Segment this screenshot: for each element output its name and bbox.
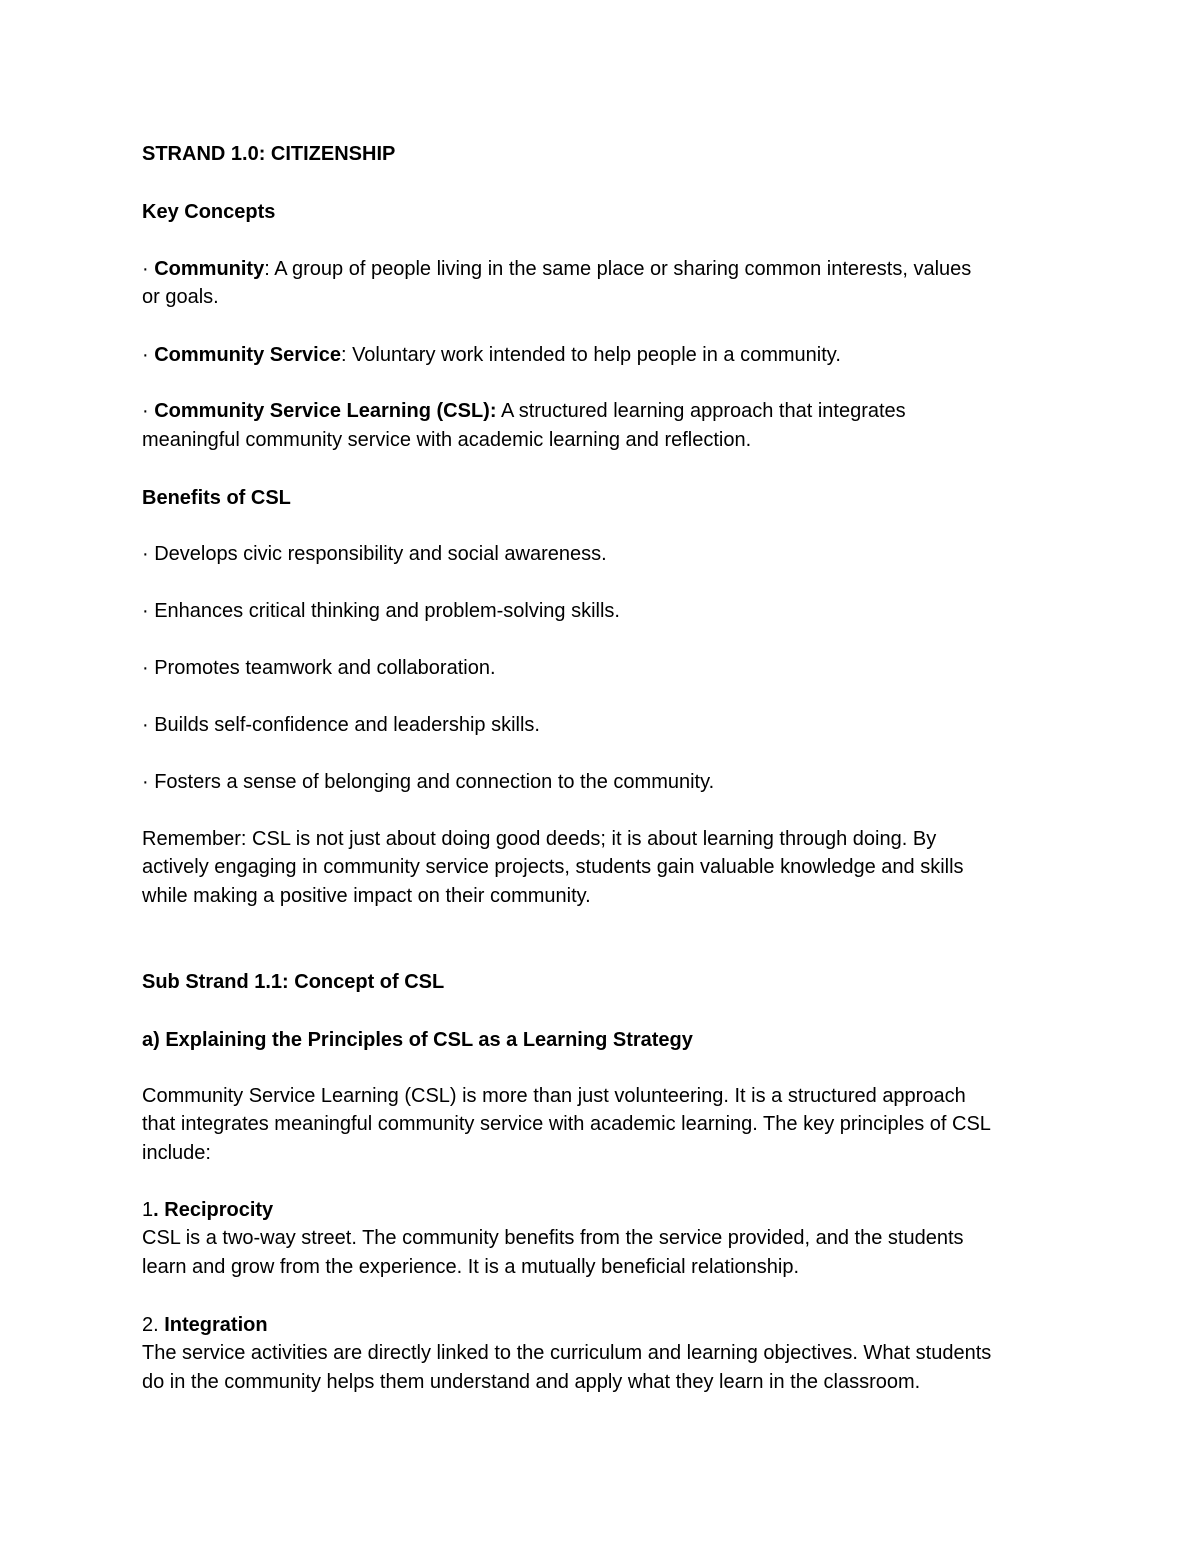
key-concepts-heading: Key Concepts bbox=[142, 201, 276, 223]
intro-line: Community Service Learning (CSL) is more than just volunteering. It is a structured approach bbox=[142, 1085, 966, 1107]
concept-term: Community Service Learning (CSL): bbox=[154, 400, 497, 422]
benefit-item: · Fosters a sense of belonging and connection to the community. bbox=[142, 771, 715, 793]
bullet: · bbox=[142, 400, 155, 422]
section-a-heading: a) Explaining the Principles of CSL as a Learning Strategy bbox=[142, 1029, 693, 1051]
concept-community bbox=[142, 255, 971, 284]
concept-definition: : Voluntary work intended to help people in a community. bbox=[340, 344, 841, 366]
benefit-item: · Builds self-confidence and leadership skills. bbox=[142, 714, 540, 736]
intro-line: that integrates meaningful community service with academic learning. The key principles of CSL bbox=[142, 1113, 991, 1135]
principle-text: The service activities are directly linked to the curriculum and learning objectives. What students bbox=[142, 1342, 992, 1364]
concept-csl bbox=[142, 397, 906, 426]
principle-text: CSL is a two-way street. The community benefits from the service provided, and the students bbox=[142, 1227, 964, 1249]
principle-text: learn and grow from the experience. It is a mutually beneficial relationship. bbox=[142, 1256, 800, 1278]
benefits-heading: Benefits of CSL bbox=[142, 487, 291, 509]
principle-text: do in the community helps them understand and apply what they learn in the classroom. bbox=[142, 1371, 921, 1393]
concept-community-service bbox=[142, 341, 841, 370]
intro-line: include: bbox=[142, 1142, 211, 1164]
principle-number: 1 bbox=[142, 1199, 154, 1221]
benefit-item: · Develops civic responsibility and social awareness. bbox=[142, 543, 607, 565]
concept-definition: : A group of people living in the same place or sharing common interests, values bbox=[264, 258, 972, 280]
concept-term: Community bbox=[154, 258, 265, 280]
strand-title: STRAND 1.0: CITIZENSHIP bbox=[142, 143, 396, 165]
concept-csl-cont: meaningful community service with academic learning and reflection. bbox=[142, 429, 752, 451]
remember-line: while making a positive impact on their community. bbox=[142, 885, 591, 907]
concept-definition: A structured learning approach that integrates bbox=[496, 400, 906, 422]
sub-strand-heading: Sub Strand 1.1: Concept of CSL bbox=[142, 971, 445, 993]
principle-name: Reciprocity bbox=[164, 1199, 274, 1221]
bullet: · bbox=[142, 258, 155, 280]
benefit-item: · Promotes teamwork and collaboration. bbox=[142, 657, 496, 679]
principle-name: Integration bbox=[164, 1314, 268, 1336]
remember-line: Remember: CSL is not just about doing good deeds; it is about learning through doing. By bbox=[142, 828, 937, 850]
concept-community-cont: or goals. bbox=[142, 286, 219, 308]
remember-line: actively engaging in community service projects, students gain valuable knowledge and skills bbox=[142, 856, 964, 878]
benefit-item: · Enhances critical thinking and problem-solving skills. bbox=[142, 600, 620, 622]
concept-term: Community Service bbox=[154, 344, 341, 366]
principle-title: 1. Reciprocity bbox=[142, 1199, 274, 1221]
bullet: · bbox=[142, 344, 155, 366]
principle-number: 2. bbox=[142, 1314, 159, 1336]
principle-title bbox=[142, 1311, 268, 1340]
